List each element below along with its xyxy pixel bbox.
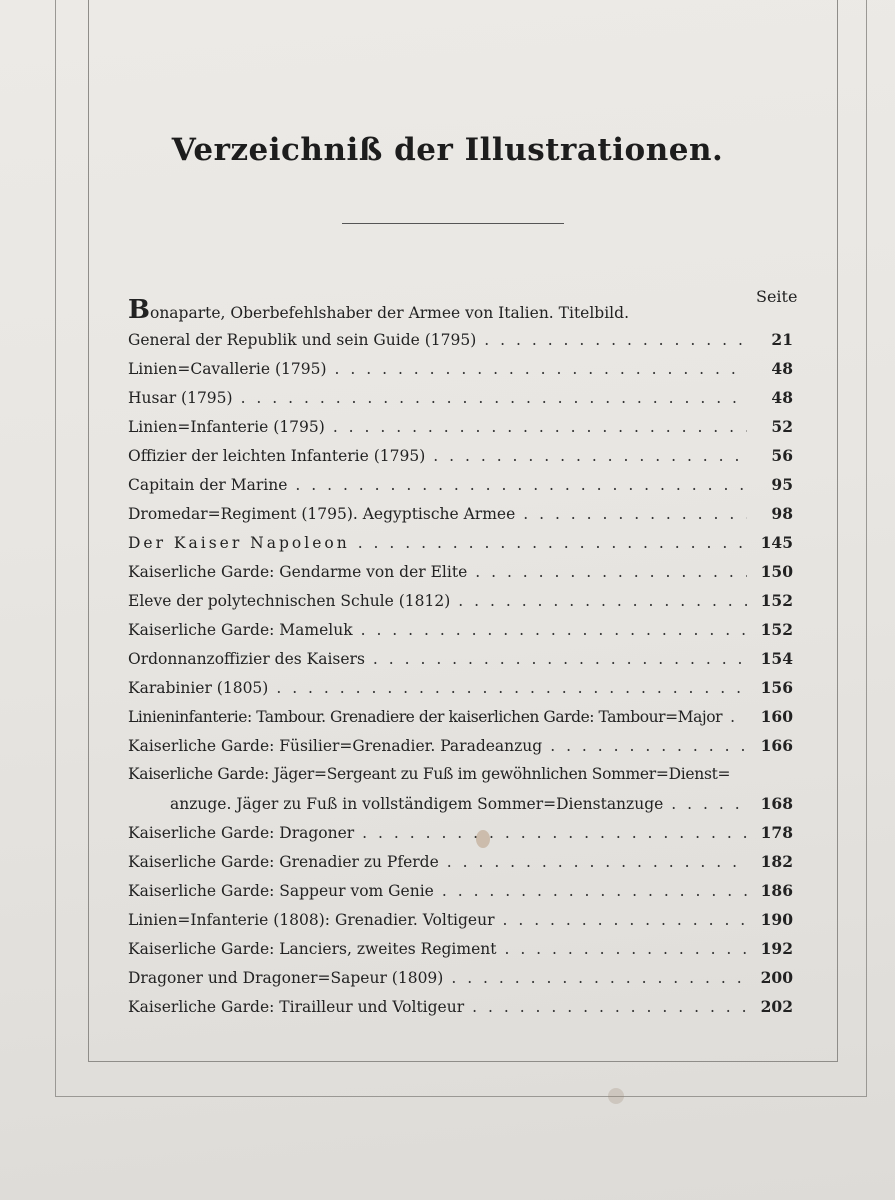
entry-label: General der Republik und sein Guide (1795) <box>128 331 477 349</box>
list-item <box>128 644 796 673</box>
paper-stain <box>476 830 490 848</box>
list-item <box>128 847 796 876</box>
list-item <box>128 383 796 412</box>
entry-label: Kaiserliche Garde: Tirailleur und Voltigeur <box>128 998 465 1016</box>
entry-label: Capitain der Marine <box>128 476 288 494</box>
leader-dots <box>495 906 748 935</box>
leader-dots <box>467 558 747 587</box>
entry-label: Karabinier (1805) <box>128 679 269 697</box>
entry-page: 202 <box>760 997 793 1016</box>
list-item <box>128 441 796 470</box>
entry-page: 21 <box>771 330 793 349</box>
list-item <box>128 499 796 528</box>
leader-dots <box>353 616 747 645</box>
entry-page: 186 <box>760 881 793 900</box>
leader-dots <box>425 442 747 471</box>
entry-label-continuation: anzuge. Jäger zu Fuß in vollständigem Sommer=Dienstanzuge <box>170 795 664 813</box>
leader-dots <box>327 355 747 384</box>
list-item <box>128 963 796 992</box>
entry-page: 182 <box>760 852 793 871</box>
leader-dots <box>287 471 747 500</box>
list-item <box>128 760 796 789</box>
entry-page: 98 <box>771 504 793 523</box>
entry-label: Kaiserliche Garde: Mameluk <box>128 621 353 639</box>
page-column-label: Seite <box>756 287 798 306</box>
entry-page: 154 <box>760 649 793 668</box>
entry-label: Der Kaiser Napoleon <box>128 534 350 552</box>
page-title: Verzeichniß der Illustrationen. <box>171 132 724 168</box>
list-item <box>128 673 796 702</box>
entry-label: Linieninfanterie: Tambour. Grenadiere der kaiserlichen Garde: Tambour=Major <box>128 708 723 726</box>
entry-page: 56 <box>771 446 793 465</box>
list-item <box>128 528 796 557</box>
list-item <box>128 615 796 644</box>
entry-label: Linien=Infanterie (1795) <box>128 418 325 436</box>
entry-label: Offizier der leichten Infanterie (1795) <box>128 447 426 465</box>
entry-label: Eleve der polytechnischen Schule (1812) <box>128 592 451 610</box>
list-item <box>128 731 796 760</box>
list-item <box>128 818 796 847</box>
entry-page: 48 <box>771 359 793 378</box>
entry-label: Kaiserliche Garde: Jäger=Sergeant zu Fuß im gewöhnlichen Sommer=Dienst= <box>128 765 731 783</box>
list-item <box>128 702 796 731</box>
title-rule <box>342 223 564 224</box>
list-item-continuation <box>128 789 796 818</box>
entry-page: 160 <box>760 707 793 726</box>
list-item <box>128 876 796 905</box>
entry-label: Kaiserliche Garde: Füsilier=Grenadier. Paradeanzug <box>128 737 543 755</box>
entry-page: 190 <box>760 910 793 929</box>
entry-label: Kaiserliche Garde: Grenadier zu Pferde <box>128 853 439 871</box>
list-item <box>128 905 796 934</box>
leader-dots <box>365 645 747 674</box>
leader-dots <box>439 848 747 877</box>
entry-page: 200 <box>760 968 793 987</box>
leader-dots <box>663 790 747 819</box>
entry-page: 150 <box>760 562 793 581</box>
leader-dots <box>515 500 747 529</box>
entry-page: 95 <box>771 475 793 494</box>
leader-dots <box>476 326 747 355</box>
entry-label: Kaiserliche Garde: Dragoner <box>128 824 355 842</box>
entry-label: Bonaparte, Oberbefehlshaber der Armee von Italien. Titelbild. <box>128 295 629 325</box>
entry-label: Kaiserliche Garde: Sappeur vom Genie <box>128 882 434 900</box>
leader-dots <box>450 587 747 616</box>
entry-label: Linien=Infanterie (1808): Grenadier. Voltigeur <box>128 911 495 929</box>
leader-dots <box>464 993 747 1022</box>
leader-dots <box>354 819 747 848</box>
leader-dots <box>434 877 747 906</box>
entry-label: Linien=Cavallerie (1795) <box>128 360 327 378</box>
list-item <box>128 470 796 499</box>
entry-label: Dragoner und Dragoner=Sapeur (1809) <box>128 969 444 987</box>
leader-dots <box>542 732 747 761</box>
leader-dots <box>325 413 747 442</box>
paper-stain <box>608 1088 624 1104</box>
entry-label: Ordonnanzoffizier des Kaisers <box>128 650 365 668</box>
leader-dots <box>722 703 747 732</box>
leader-dots <box>350 529 747 558</box>
entry-page: 145 <box>760 533 793 552</box>
list-item <box>128 412 796 441</box>
entry-page: 178 <box>760 823 793 842</box>
leader-dots <box>268 674 747 703</box>
entry-label: Kaiserliche Garde: Lanciers, zweites Regiment <box>128 940 497 958</box>
entry-page: 52 <box>771 417 793 436</box>
entry-page: 48 <box>771 388 793 407</box>
list-item <box>128 296 796 325</box>
list-item <box>128 934 796 963</box>
entry-page: 168 <box>760 794 793 813</box>
entry-page: 152 <box>760 591 793 610</box>
illustration-list <box>128 296 796 1021</box>
entry-label: Kaiserliche Garde: Gendarme von der Elite <box>128 563 468 581</box>
leader-dots <box>233 384 747 413</box>
entry-label: Husar (1795) <box>128 389 233 407</box>
list-item <box>128 586 796 615</box>
entry-page: 166 <box>760 736 793 755</box>
list-item <box>128 354 796 383</box>
leader-dots <box>496 935 747 964</box>
list-item <box>128 992 796 1021</box>
list-item <box>128 325 796 354</box>
entry-label: Dromedar=Regiment (1795). Aegyptische Armee <box>128 505 516 523</box>
leader-dots <box>443 964 747 993</box>
entry-page: 192 <box>760 939 793 958</box>
list-item <box>128 557 796 586</box>
entry-page: 152 <box>760 620 793 639</box>
entry-page: 156 <box>760 678 793 697</box>
